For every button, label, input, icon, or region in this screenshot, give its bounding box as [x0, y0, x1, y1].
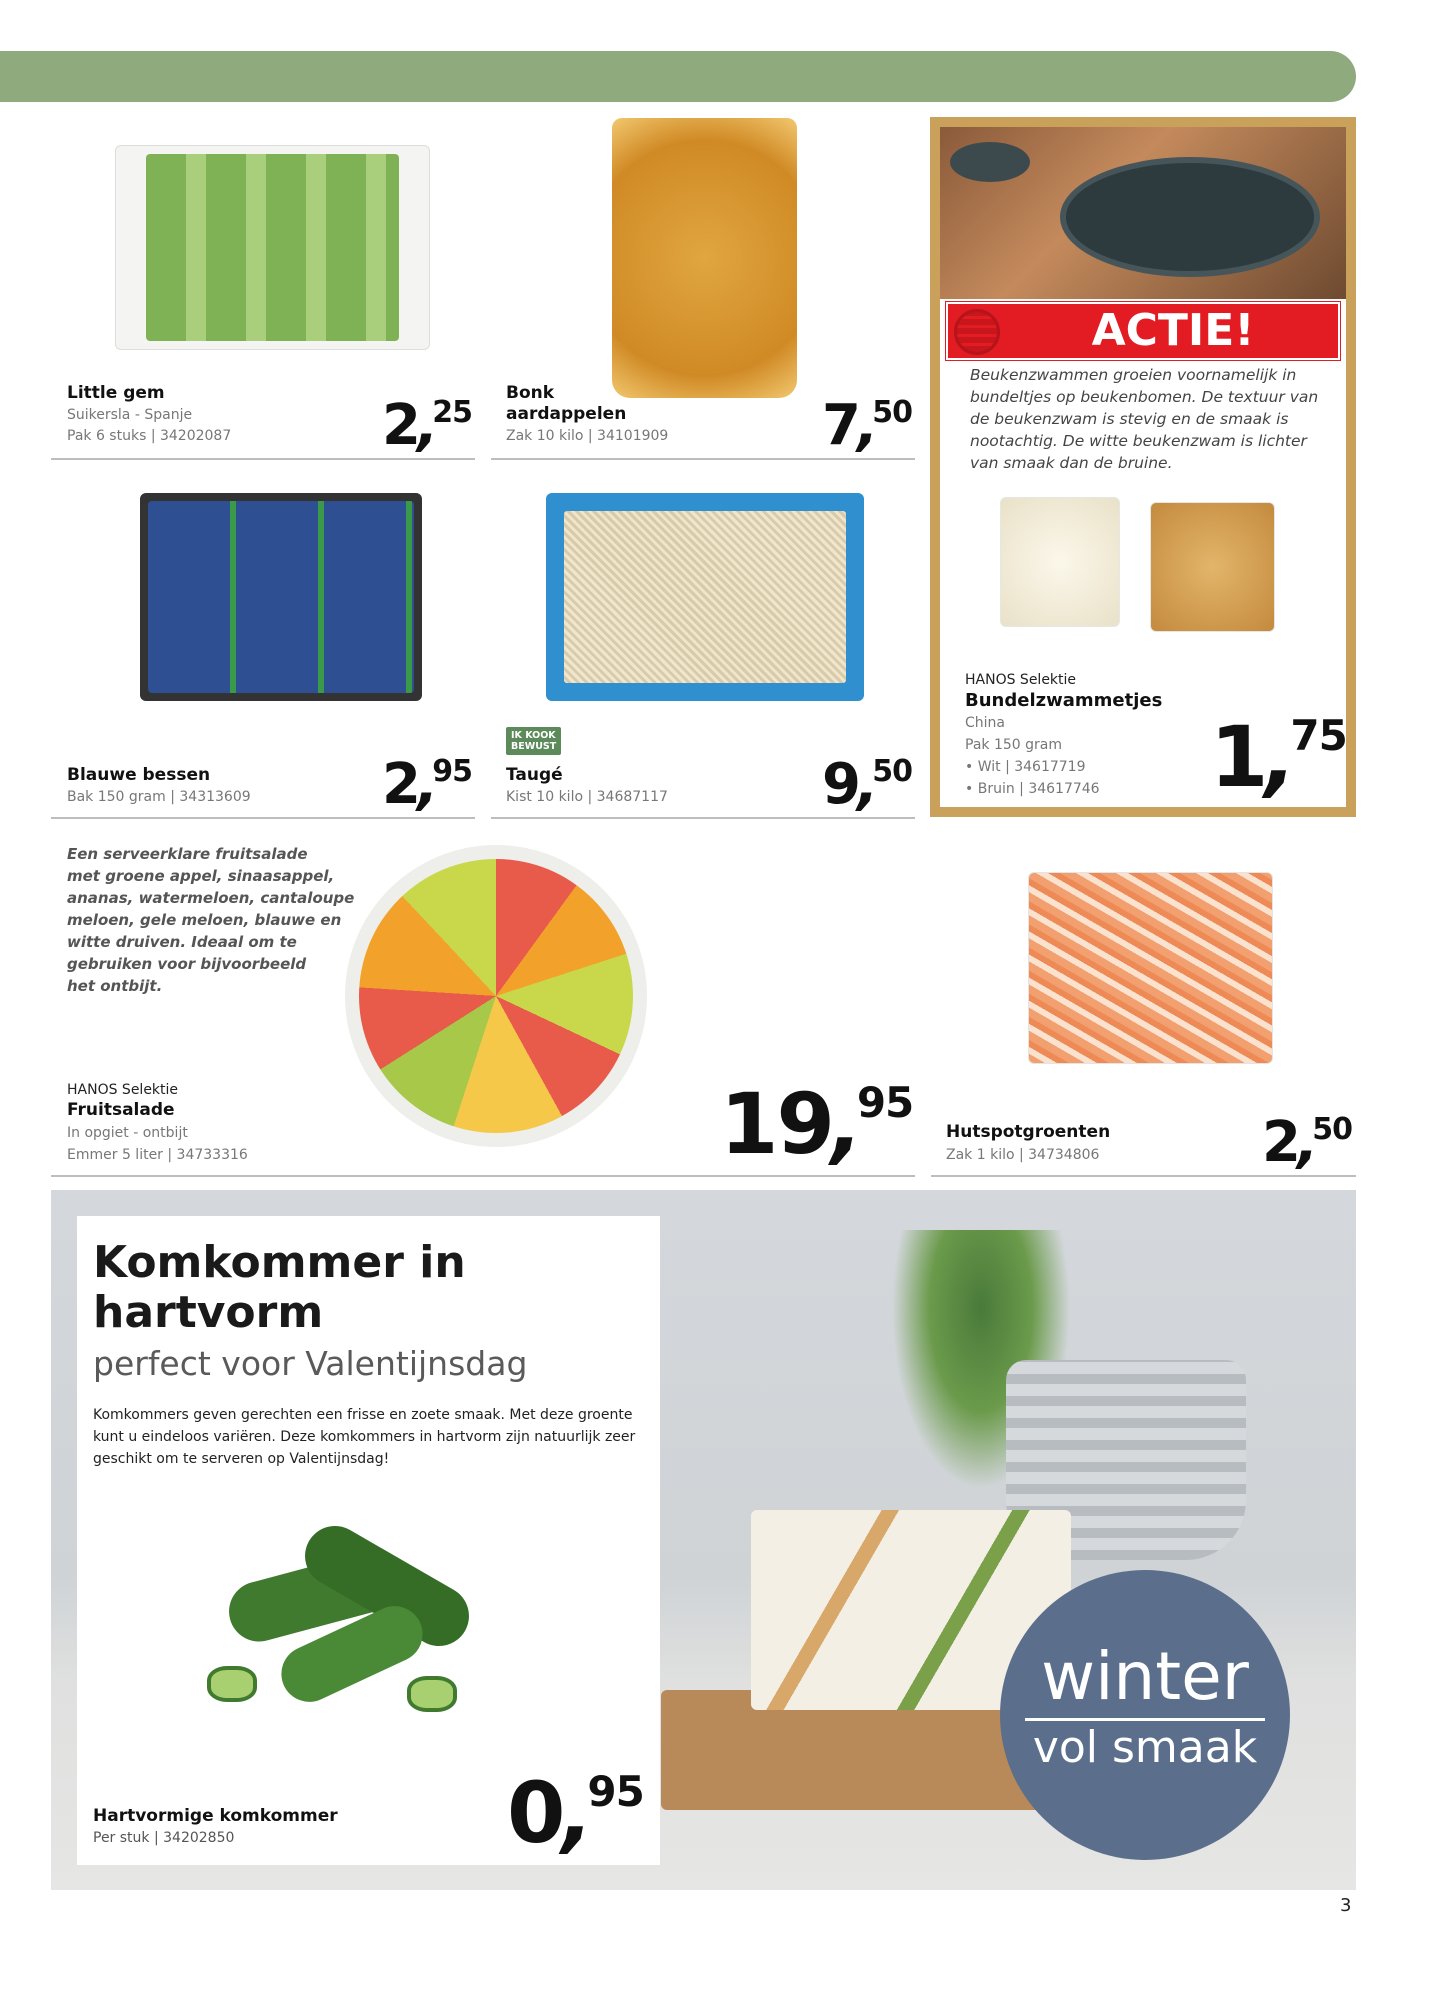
- product-name: Fruitsalade: [67, 1100, 175, 1120]
- globe-icon: [954, 309, 1000, 355]
- product-sku: Bak 150 gram | 34313609: [67, 789, 251, 805]
- brown-mushrooms-image: [1150, 502, 1275, 632]
- little-gem-image: [115, 145, 430, 350]
- banner-title: [93, 1238, 466, 1338]
- price-cents: 95: [856, 1078, 914, 1127]
- badge-line: IK KOOK: [511, 730, 556, 741]
- divider: [51, 817, 475, 819]
- product-sku: Zak 1 kilo | 34734806: [946, 1147, 1100, 1163]
- product-name: Little gem: [67, 383, 165, 403]
- product-sku: Kist 10 kilo | 34687117: [506, 789, 668, 805]
- product-brand: HANOS Selektie: [965, 672, 1077, 688]
- actie-banner: [946, 302, 1340, 360]
- hutspot-image: [1028, 872, 1273, 1064]
- price-int: 0: [507, 1764, 564, 1862]
- text-line: kunt u eindeloos variëren. Deze komkommers in hartvorm zijn natuurlijk zeer: [93, 1429, 636, 1445]
- divider: [491, 817, 915, 819]
- cucumber-image: [207, 1526, 507, 1726]
- fruit-salad-image: [345, 845, 647, 1147]
- price: 1 , 75: [1210, 708, 1347, 806]
- ik-kook-bewust-badge: [506, 727, 561, 755]
- product-name-line2: aardappelen: [506, 404, 627, 424]
- divider: [51, 458, 475, 460]
- price-cents: 75: [1290, 711, 1347, 760]
- fruitsalade-description: [67, 843, 354, 997]
- action-description: [970, 364, 1350, 474]
- title-line: hartvorm: [93, 1287, 324, 1338]
- banner-subtitle: perfect voor Valentijnsdag: [93, 1344, 528, 1383]
- text-line: nootachtig. De witte beukenzwam is lichter: [970, 432, 1307, 450]
- blueberries-image: [140, 493, 422, 701]
- text-line: van smaak dan de bruine.: [970, 454, 1173, 472]
- text-line: meloen, gele meloen, blauwe en: [67, 911, 342, 929]
- product-sku: Emmer 5 liter | 34733316: [67, 1147, 248, 1163]
- price-int: 2: [382, 393, 419, 458]
- price-cents: 95: [432, 754, 472, 789]
- product-name-line1: Bonk: [506, 383, 555, 403]
- text-line: bundeltjes op beukenbomen. De textuur van: [970, 388, 1319, 406]
- product-name: Bundelzwammetjes: [965, 690, 1163, 711]
- banner-body: [93, 1404, 653, 1470]
- price-int: 2: [382, 752, 419, 817]
- product-sku: Pak 6 stuks | 34202087: [67, 428, 232, 444]
- text-line: het ontbijt.: [67, 977, 163, 995]
- text-panel: [77, 1216, 660, 1865]
- price-int: 7: [822, 393, 859, 458]
- badge-word: vol smaak: [1032, 1722, 1258, 1773]
- divider: [931, 1175, 1356, 1177]
- product-name: Blauwe bessen: [67, 765, 211, 785]
- variant-brown: • Bruin | 34617746: [965, 781, 1100, 797]
- price-int: 9: [822, 752, 859, 817]
- text-line: gebruiken voor bijvoorbeeld: [67, 955, 307, 973]
- product-pack: Pak 150 gram: [965, 737, 1062, 753]
- product-name: Hutspotgroenten: [946, 1122, 1111, 1142]
- badge-line: BEWUST: [511, 741, 557, 752]
- price-int: 19: [720, 1075, 833, 1173]
- white-mushrooms-image: [1000, 497, 1120, 627]
- actie-label: ACTIE!: [1091, 305, 1255, 356]
- cucumber-banner: [51, 1190, 1356, 1890]
- header-bar: [0, 51, 1356, 102]
- text-line: Beukenzwammen groeien voornamelijk in: [970, 366, 1297, 384]
- text-line: Een serveerklare fruitsalade: [67, 845, 308, 863]
- text-line: Komkommers geven gerechten een frisse en zoete smaak. Met deze groente: [93, 1407, 633, 1423]
- price: 19 , 95: [720, 1075, 914, 1173]
- text-line: geschikt om te serveren op Valentijnsdag!: [93, 1451, 390, 1467]
- bean-sprouts-image: [546, 493, 864, 701]
- text-line: de beukenzwam is stevig en de smaak is: [970, 410, 1289, 428]
- product-origin: China: [965, 715, 1005, 731]
- price-cents: 50: [872, 395, 912, 430]
- text-line: ananas, watermeloen, cantaloupe: [67, 889, 355, 907]
- price-int: 1: [1210, 708, 1267, 806]
- divider: [51, 1175, 915, 1177]
- product-name: Taugé: [506, 765, 563, 785]
- price-cents: 50: [872, 754, 912, 789]
- title-line: Komkommer in: [93, 1237, 466, 1288]
- variant-white: • Wit | 34617719: [965, 759, 1086, 775]
- product-brand: HANOS Selektie: [67, 1082, 179, 1098]
- dish-photo: [940, 127, 1346, 299]
- product-sku: Zak 10 kilo | 34101909: [506, 428, 669, 444]
- price-cents: 50: [1312, 1112, 1352, 1147]
- price: 0 , 95: [507, 1764, 644, 1862]
- price-int: 2: [1262, 1110, 1299, 1175]
- winter-vol-smaak-badge: [1000, 1570, 1290, 1860]
- price: 2 , 50: [1262, 1110, 1352, 1175]
- price-cents: 25: [432, 395, 472, 430]
- product-name: Hartvormige komkommer: [93, 1806, 338, 1826]
- potatoes-image: [612, 118, 797, 398]
- page-number: 3: [1340, 1895, 1352, 1916]
- divider: [491, 458, 915, 460]
- badge-word: winter: [1041, 1638, 1249, 1715]
- price: 2 , 95: [382, 752, 472, 817]
- price: 2 , 25: [382, 393, 472, 458]
- product-origin: Suikersla - Spanje: [67, 407, 193, 423]
- product-type: In opgiet - ontbijt: [67, 1125, 188, 1141]
- price-cents: 95: [587, 1767, 644, 1816]
- price: 9 , 50: [822, 752, 912, 817]
- text-line: met groene appel, sinaasappel,: [67, 867, 335, 885]
- action-box: [930, 117, 1356, 817]
- product-sku: Per stuk | 34202850: [93, 1830, 235, 1846]
- text-line: witte druiven. Ideaal om te: [67, 933, 297, 951]
- price: 7 , 50: [822, 393, 912, 458]
